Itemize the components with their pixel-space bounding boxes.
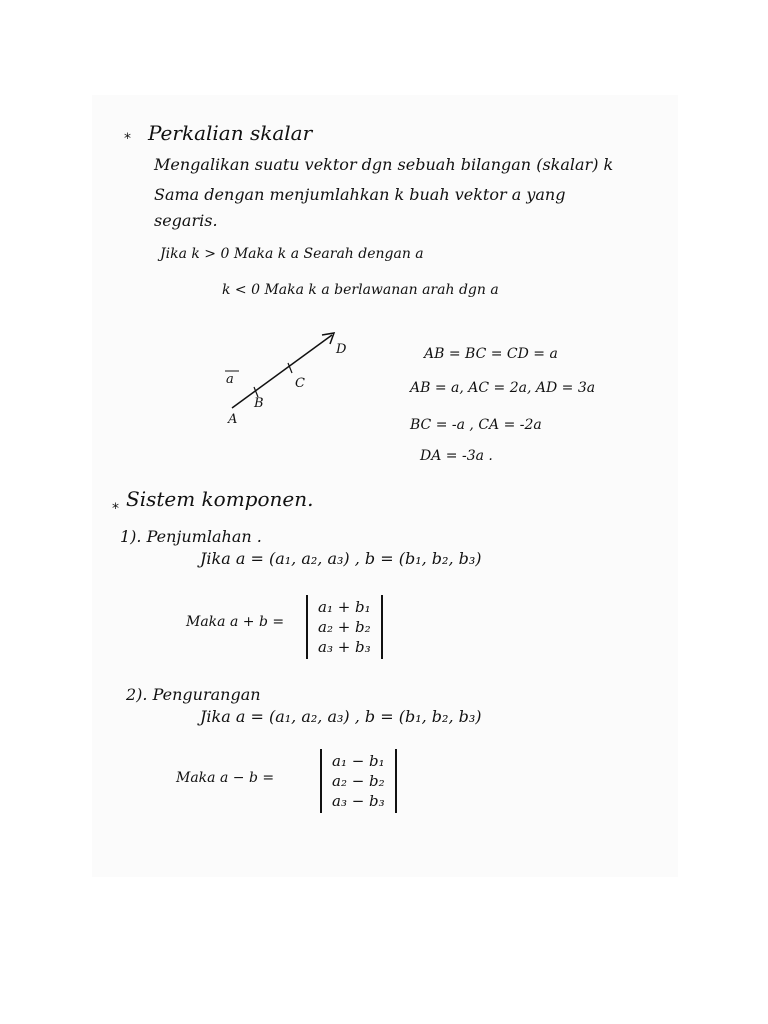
section1-title: Perkalian skalar (148, 121, 313, 145)
condition-negative: k < 0 Maka k a berlawanan arah dgn a (222, 282, 499, 298)
equation-2: AB = a, AC = 2a, AD = 3a (410, 380, 596, 396)
diff-row-1: a₁ − b₁ (332, 752, 385, 770)
sub1-heading: 1). Penjumlahan . (120, 527, 262, 546)
point-b-label: B (254, 396, 264, 411)
sub2-heading: 2). Pengurangan (126, 685, 261, 704)
condition-positive: Jika k > 0 Maka k a Searah dengan a (160, 246, 424, 262)
difference-matrix (320, 749, 397, 813)
sum-matrix (306, 595, 383, 659)
point-c-label: C (295, 376, 305, 391)
point-d-label: D (336, 342, 347, 357)
sub2-definition: Jika a = (a₁, a₂, a₃) , b = (b₁, b₂, b₃) (200, 707, 482, 726)
section1-line1: Mengalikan suatu vektor dgn sebuah bilangan (skalar) k (154, 155, 614, 174)
diff-row-2: a₂ − b₂ (332, 772, 385, 790)
sum-row-3: a₃ + b₃ (318, 638, 371, 656)
diff-row-3: a₃ − b₃ (332, 792, 385, 810)
notebook-page (92, 95, 678, 877)
sum-row-2: a₂ + b₂ (318, 618, 371, 636)
section1-line2: Sama dengan menjumlahkan k buah vektor a yang (154, 185, 566, 204)
equation-1: AB = BC = CD = a (424, 346, 558, 362)
sub2-lead: Maka a − b = (176, 770, 275, 786)
sub1-definition: Jika a = (a₁, a₂, a₃) , b = (b₁, b₂, b₃) (200, 549, 482, 568)
sum-row-1: a₁ + b₁ (318, 598, 371, 616)
bullet-1: * (124, 131, 131, 147)
equation-4: DA = -3a . (420, 448, 493, 464)
section2-title: Sistem komponen. (126, 487, 314, 511)
equation-3: BC = -a , CA = -2a (410, 417, 542, 433)
sub1-lead: Maka a + b = (186, 614, 285, 630)
section1-line3: segaris. (154, 211, 218, 230)
point-a-label: A (228, 412, 238, 427)
vector-a-label: a (226, 372, 234, 387)
bullet-2: * (112, 501, 119, 517)
